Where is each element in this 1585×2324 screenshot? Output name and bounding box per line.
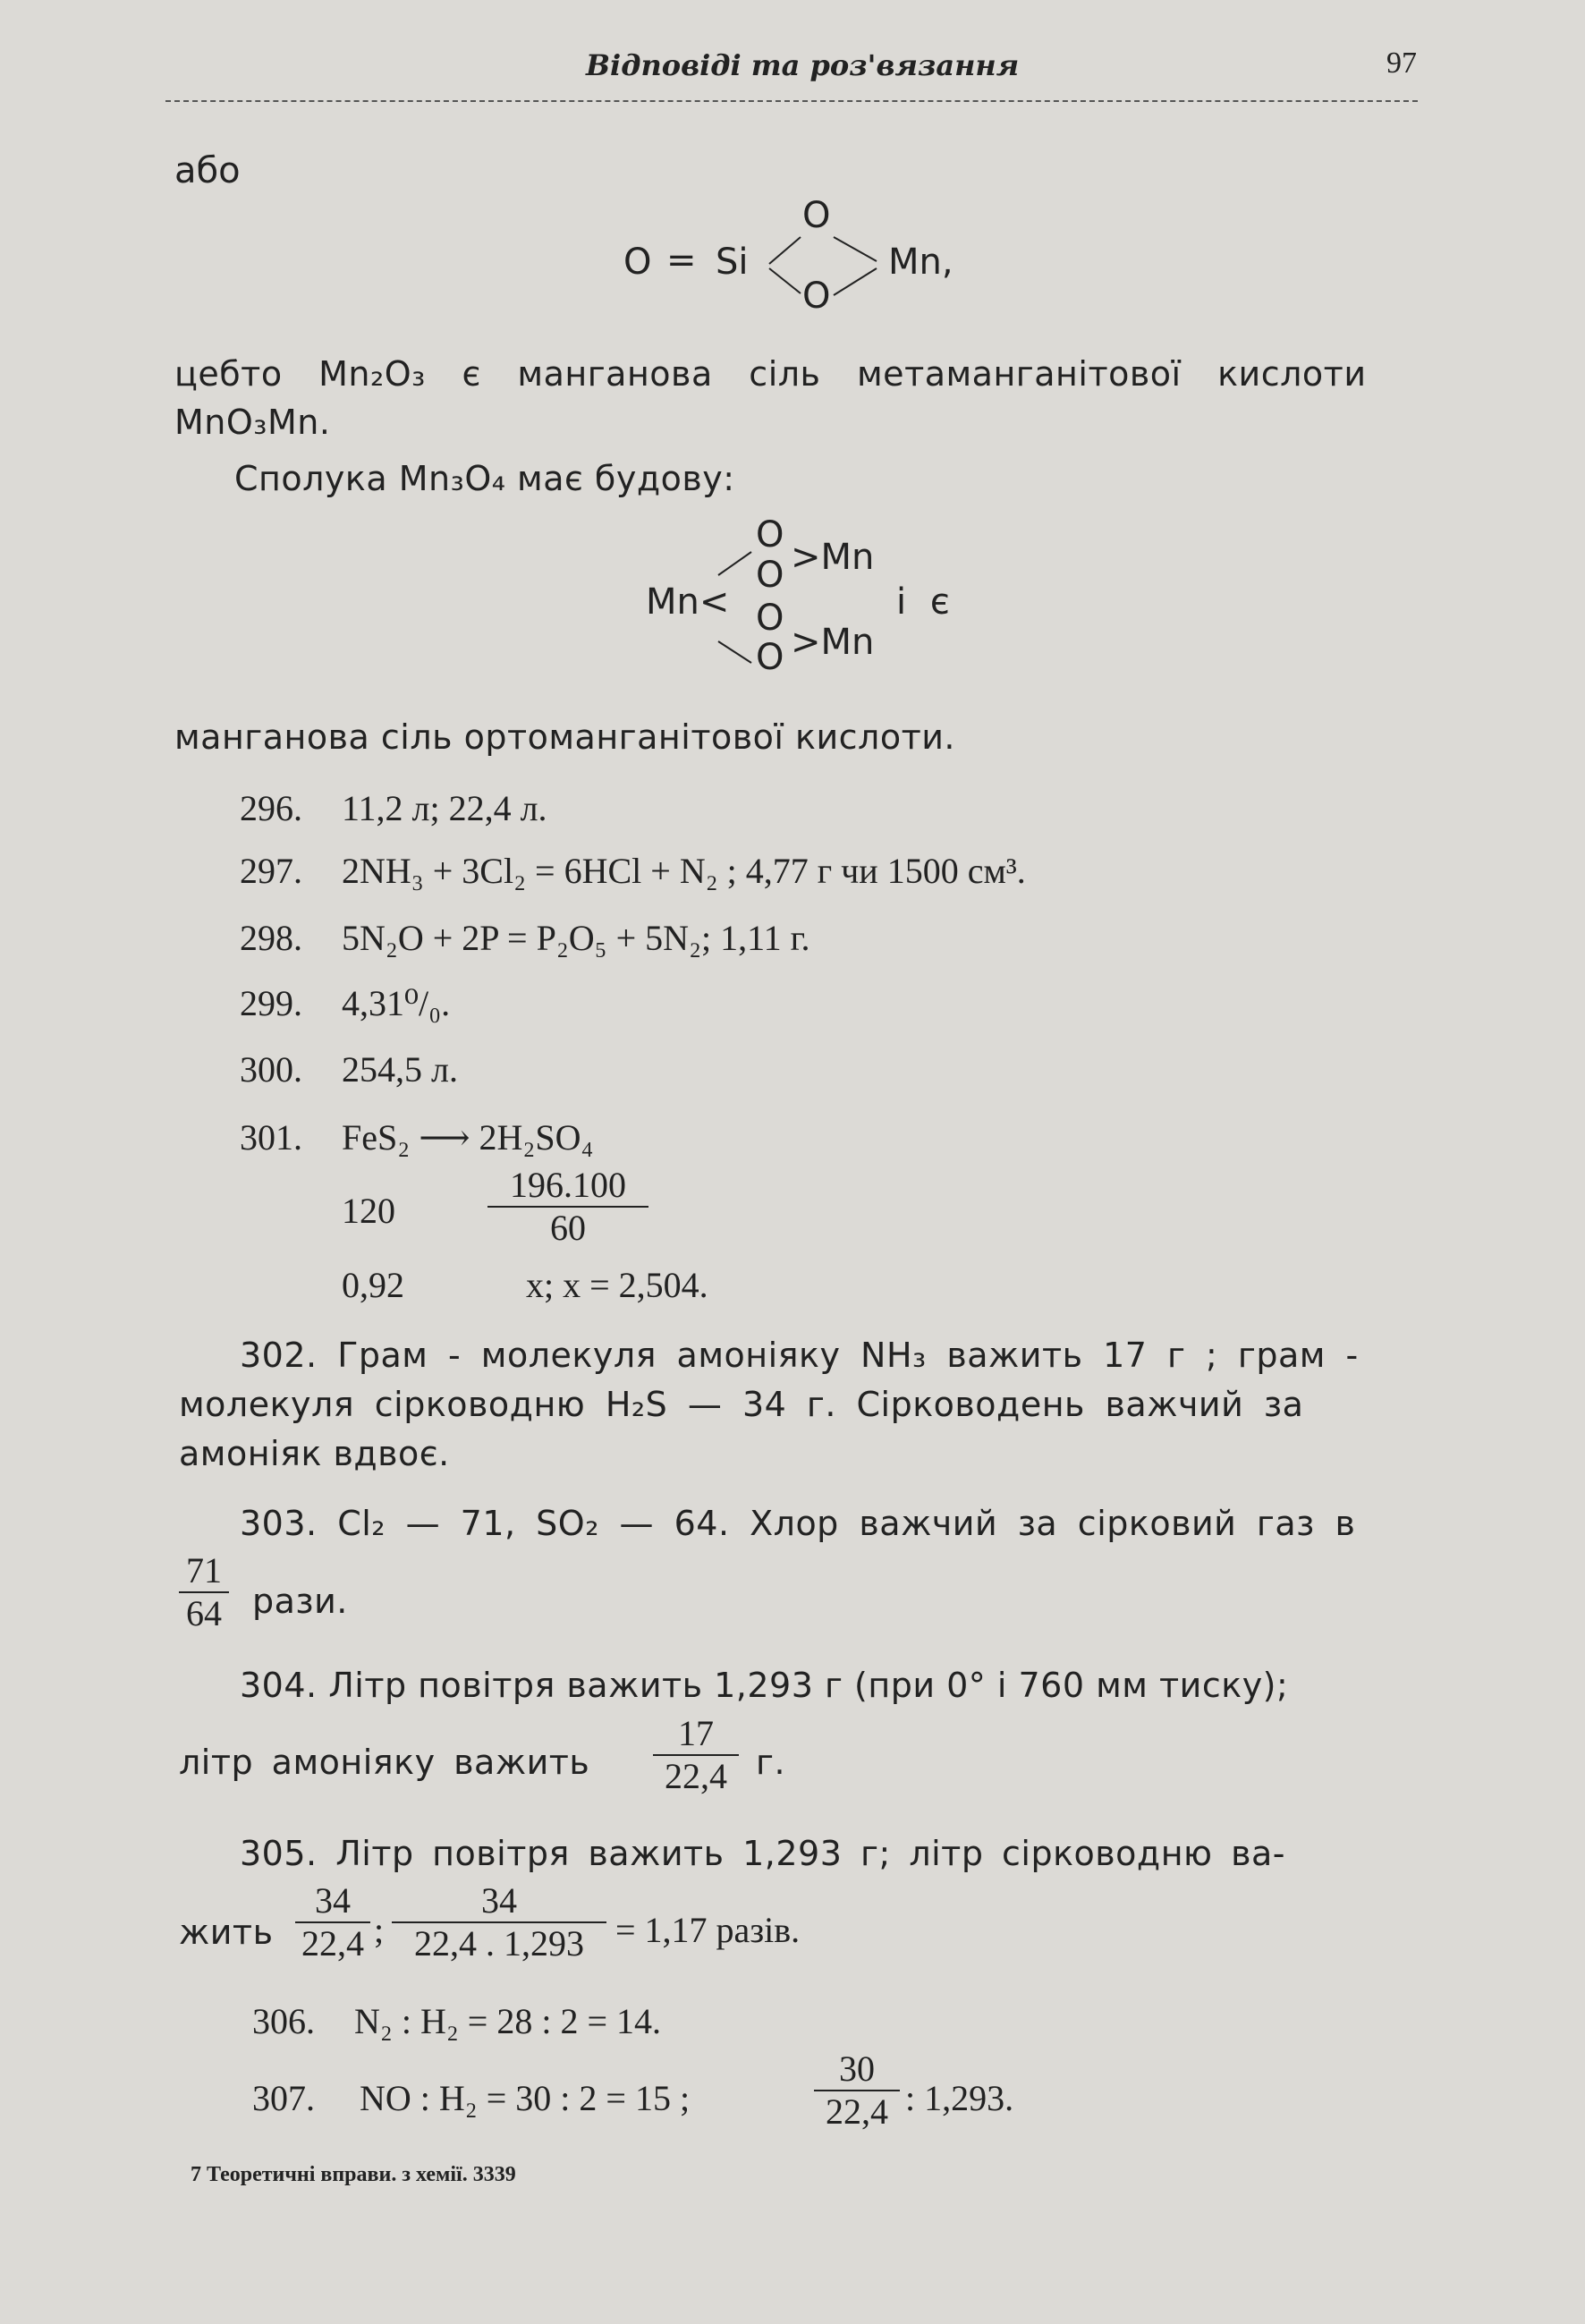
answer-305-prefix: жить: [179, 1913, 274, 1952]
answer-305-separator: ;: [374, 1910, 385, 1950]
f1-o-bottom: O: [802, 276, 831, 317]
answer-302-line-3: амоніяк вдвоє.: [179, 1434, 450, 1473]
answer-305-line-1: 305. Літр повітря важить 1,293 г; літр сірководню ва-: [240, 1834, 1286, 1873]
answer-306-text: N₂ : H₂ = 28 : 2 = 14.: [354, 2001, 662, 2041]
f1-o-left: O: [623, 242, 652, 283]
answer-301-frac-den: 60: [487, 1206, 648, 1249]
answer-301-fraction: [487, 1165, 648, 1249]
intro-word: або: [174, 150, 241, 191]
answer-307-number: 307.: [252, 2078, 315, 2118]
answer-301-mass-2: 0,92: [342, 1265, 404, 1305]
answer-300-text: 254,5 л.: [342, 1049, 458, 1090]
answer-297-number: 297.: [240, 851, 302, 891]
answer-307-fraction: [814, 2048, 900, 2133]
answer-305-f2-num: 34: [481, 1880, 517, 1921]
answer-307-frac-den: 22,4: [814, 2090, 900, 2133]
answer-301-x: x; x = 2,504.: [526, 1265, 708, 1305]
answer-305-f2-den: 22,4 . 1,293: [392, 1921, 606, 1964]
f2-o4: O: [756, 637, 784, 678]
para-1-line-2: MnO₃Mn.: [174, 403, 331, 442]
answer-301-text: FeS₂ ⟶ 2H₂SO₄: [342, 1117, 594, 1158]
answer-302-line-2: молекуля сірководню H₂S — 34 г. Сірководень важчий за: [179, 1385, 1304, 1424]
answer-304-frac-num: 17: [678, 1713, 714, 1753]
answer-301-mass-1: 120: [342, 1191, 395, 1231]
page-footer: 7 Теоретичні вправи. з хемії. 3339: [191, 2163, 516, 2186]
answer-307-frac-num: 30: [839, 2048, 875, 2089]
answer-307-text: NO : H₂ = 30 : 2 = 15 ;: [360, 2078, 691, 2118]
f2-bonds: [711, 541, 765, 675]
answer-305-f1-den: 22,4: [295, 1921, 370, 1964]
answer-303-frac-den: 64: [179, 1591, 229, 1634]
f2-mn-bottom: >Mn: [791, 622, 875, 663]
answer-304-fraction: [653, 1713, 739, 1797]
answer-305-fraction-1: [295, 1880, 370, 1964]
f2-o2: O: [756, 555, 784, 596]
para-2-line-1: Сполука Mn₃O₄ має будову:: [234, 459, 735, 498]
page-number: 97: [1386, 47, 1417, 80]
answer-304-line-1: 304. Літр повітря важить 1,293 г (при 0° і 760 мм тиску);: [240, 1666, 1289, 1705]
f1-equals: =: [666, 240, 697, 281]
answer-301-frac-num: 196.100: [510, 1165, 626, 1205]
answer-305-result: = 1,17 разів.: [615, 1910, 801, 1950]
answer-303-line-1: 303. Cl₂ — 71, SO₂ — 64. Хлор важчий за сірковий газ в: [240, 1504, 1356, 1543]
answer-297-text: 2NH₃ + 3Cl₂ = 6HCl + N₂ ; 4,77 г чи 1500 см³.: [342, 851, 1026, 891]
f2-mn-left: Mn<: [646, 581, 730, 623]
answer-306-number: 306.: [252, 2001, 315, 2041]
answer-304-unit: г.: [756, 1743, 786, 1782]
answer-298-number: 298.: [240, 918, 302, 958]
answer-298-text: 5N₂O + 2P = P₂O₅ + 5N₂; 1,11 г.: [342, 918, 810, 958]
running-header: Відповіді та роз'вязання: [586, 48, 1020, 82]
answer-303-frac-num: 71: [186, 1550, 222, 1590]
answer-305-f1-num: 34: [315, 1880, 351, 1921]
answer-303-fraction: [179, 1550, 229, 1634]
answer-307-rest: : 1,293.: [905, 2078, 1014, 2118]
answer-301-number: 301.: [240, 1117, 302, 1158]
header-rule: [165, 100, 1418, 102]
answer-303-rest: рази.: [252, 1582, 348, 1621]
f2-i-e: і є: [896, 581, 950, 623]
f2-mn-top: >Mn: [791, 537, 875, 578]
answer-296-number: 296.: [240, 788, 302, 828]
f1-o-top: O: [802, 195, 831, 236]
answer-299-number: 299.: [240, 983, 302, 1023]
f2-o1: O: [756, 514, 784, 556]
f1-bonds: [751, 215, 903, 322]
f2-o3: O: [756, 598, 784, 639]
answer-302-line-1: 302. Грам - молекуля амоніяку NH₃ важить 17 г ; грам -: [240, 1336, 1359, 1375]
answer-300-number: 300.: [240, 1049, 302, 1090]
answer-305-fraction-2: [392, 1880, 606, 1964]
f1-si: Si: [716, 242, 749, 283]
para-3-line-1: манганова сіль ортоманганітової кислоти.: [174, 717, 955, 757]
para-1-line-1: цебто Mn₂O₃ є манганова сіль метаманганітової кислоти: [174, 354, 1367, 394]
answer-304-frac-den: 22,4: [653, 1754, 739, 1797]
answer-296-text: 11,2 л; 22,4 л.: [342, 788, 547, 828]
answer-299-text: 4,31⁰/₀.: [342, 983, 451, 1023]
f1-mn: Mn,: [888, 242, 954, 283]
answer-304-line-2: літр амоніяку важить: [179, 1743, 590, 1782]
